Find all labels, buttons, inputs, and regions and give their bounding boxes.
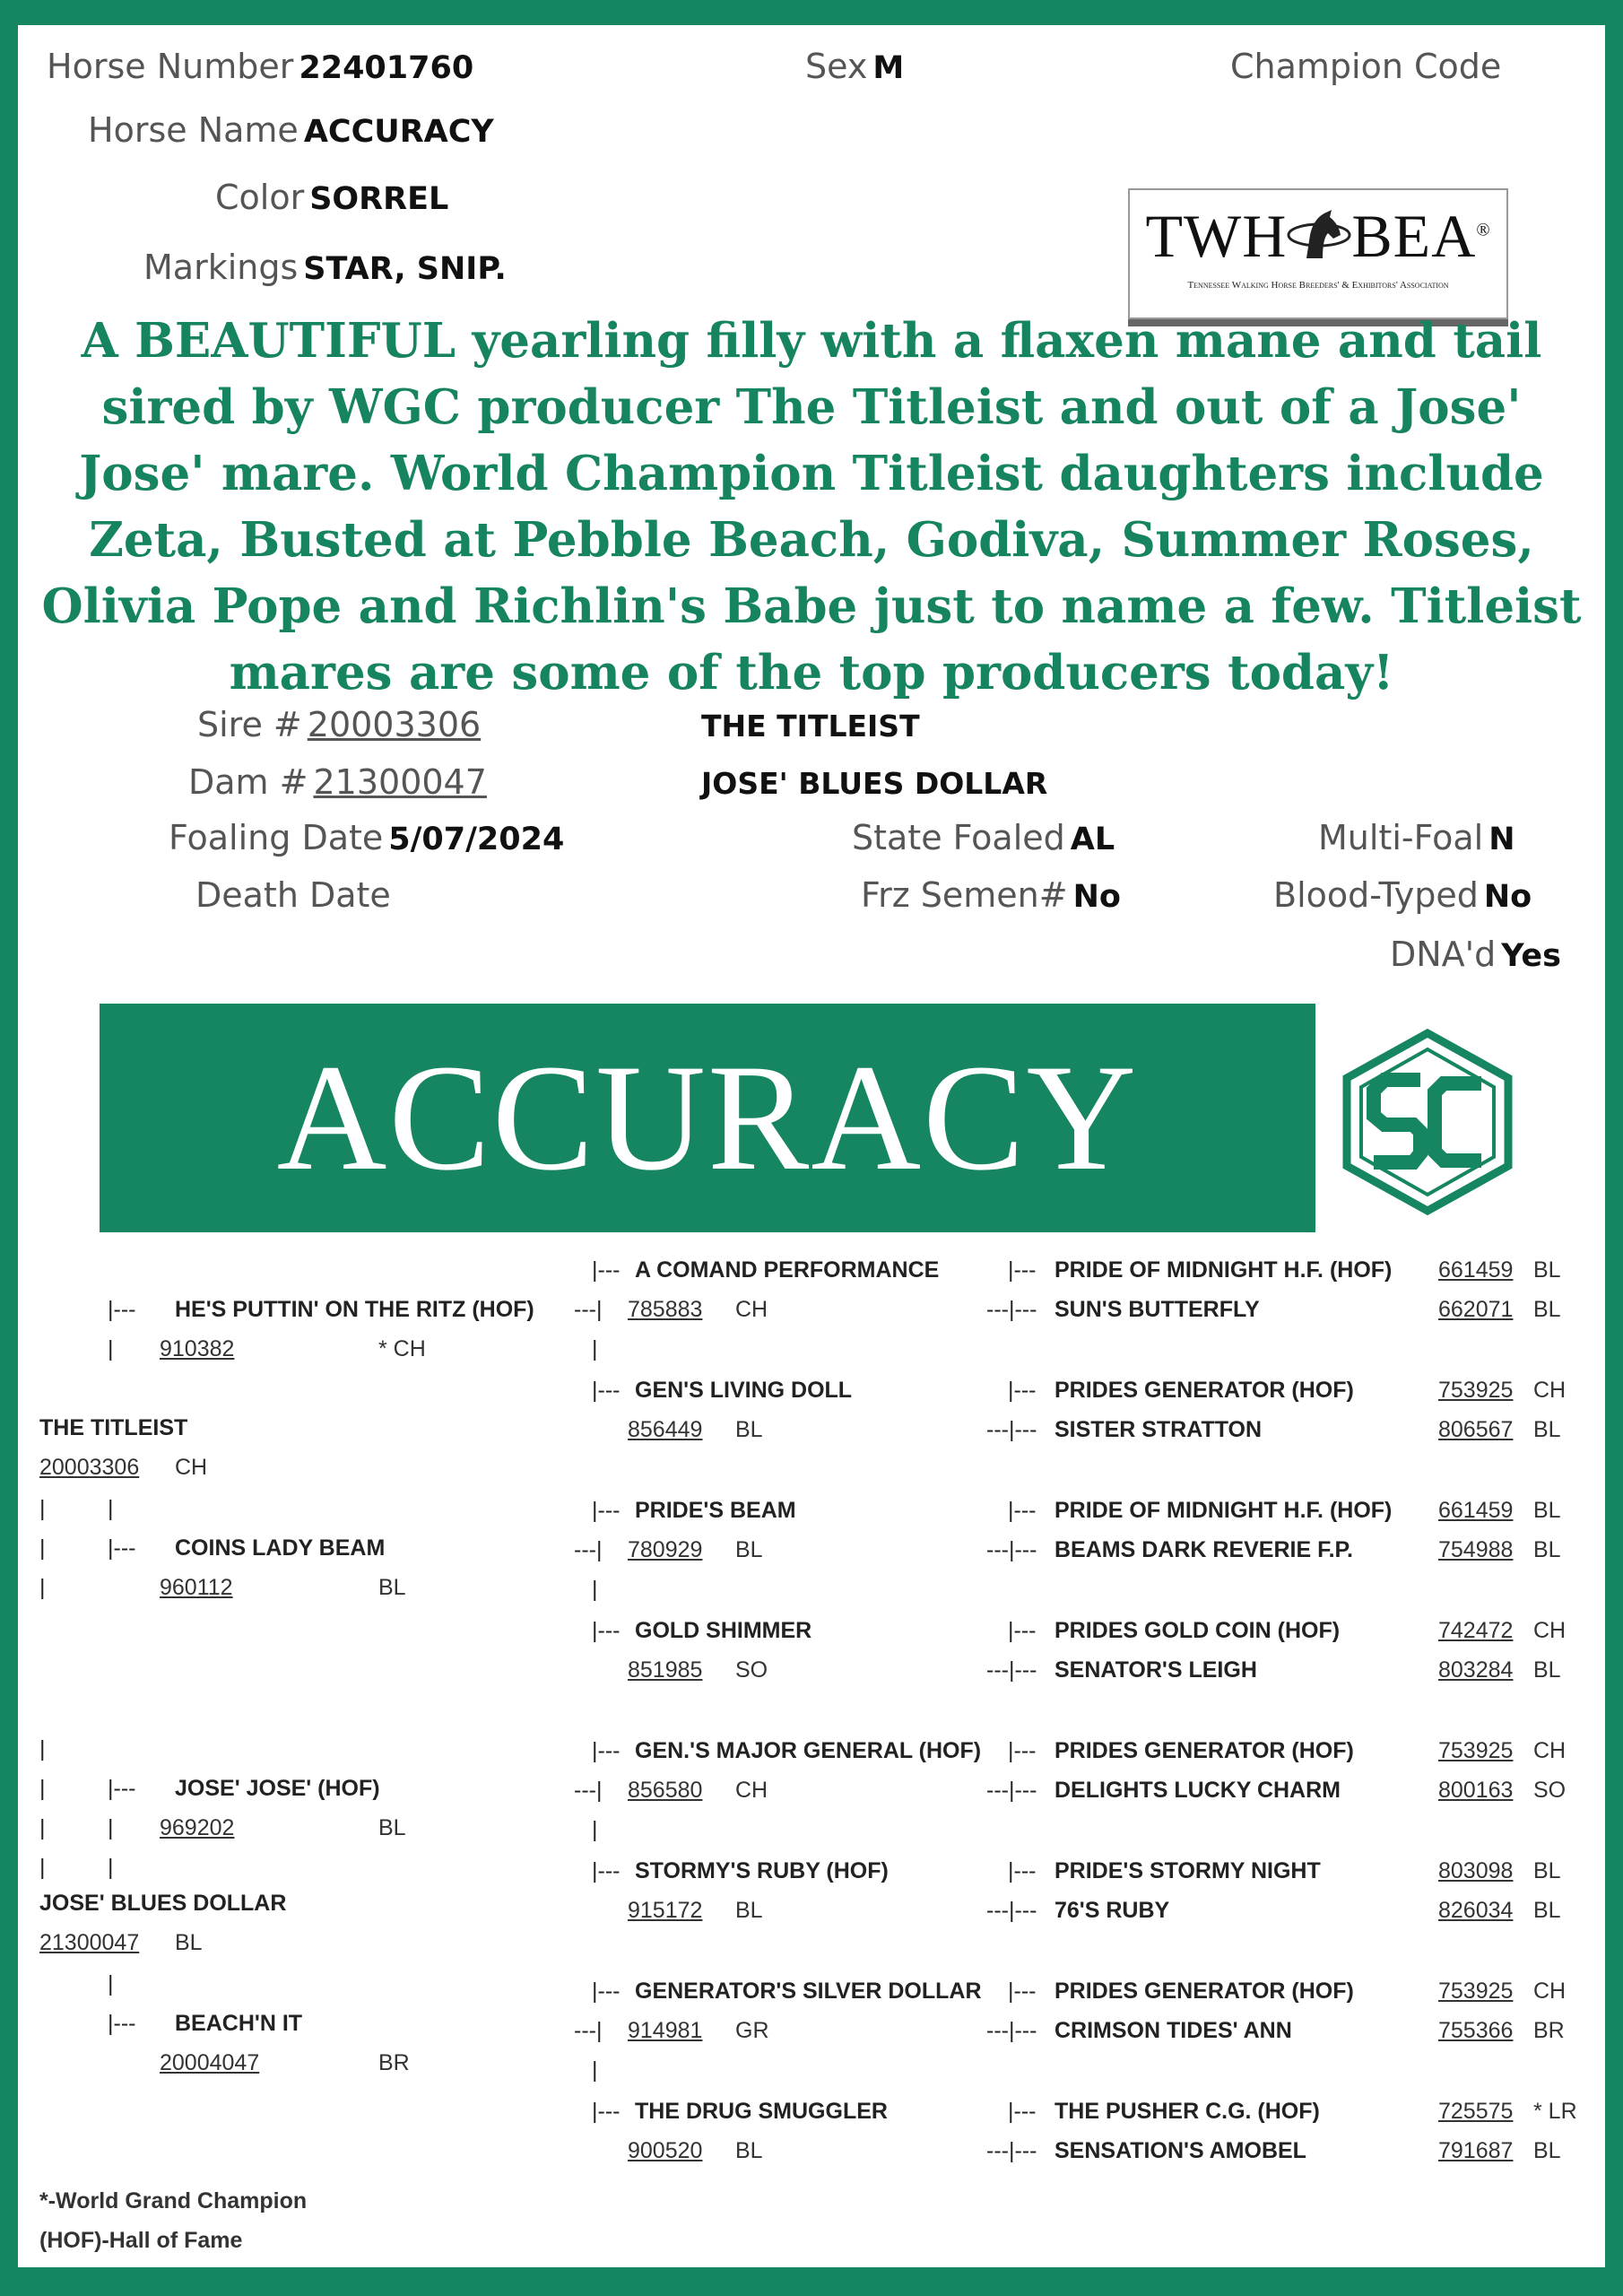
state-foaled: State Foaled AL [852, 818, 1115, 857]
dam-name: JOSE' BLUES DOLLAR [701, 766, 1048, 801]
pedigree-g4-number[interactable]: 753925 [1438, 1979, 1514, 2004]
pedigree-g4-color: BL [1533, 1417, 1561, 1442]
pedigree-g3-name: STORMY'S RUBY (HOF) [635, 1858, 889, 1883]
pedigree-g3-name: GEN.'S MAJOR GENERAL (HOF) [635, 1738, 982, 1763]
connector: | [39, 1575, 46, 1600]
connector: |--- [1008, 1979, 1037, 2004]
pedigree-sire-color: CH [175, 1455, 208, 1480]
connector: |--- [1008, 1257, 1037, 1283]
pedigree-g4-number[interactable]: 662071 [1438, 1297, 1514, 1322]
blood-typed: Blood-Typed No [1273, 875, 1532, 915]
pedigree-g4-name: PRIDES GENERATOR (HOF) [1055, 1738, 1354, 1763]
connector: ---|--- [986, 1417, 1037, 1442]
pedigree-g3-number[interactable]: 856580 [628, 1778, 703, 1803]
pedigree-g4-name: PRIDES GENERATOR (HOF) [1055, 1979, 1354, 2004]
pedigree-g4-color: BL [1533, 1657, 1561, 1683]
pedigree-g4-name: SUN'S BUTTERFLY [1055, 1297, 1260, 1322]
connector: | [592, 1817, 598, 1842]
pedigree-g3-name: GOLD SHIMMER [635, 1618, 812, 1643]
horse-name-banner: ACCURACY [100, 1004, 1315, 1232]
connector: | [39, 1855, 46, 1880]
pedigree-g3-number[interactable]: 785883 [628, 1297, 703, 1322]
sc-emblem-icon [1338, 1028, 1517, 1216]
connector: ---| [574, 2018, 603, 2043]
pedigree-g2-color: BL [378, 1575, 406, 1600]
champion-code: Champion Code [1230, 47, 1502, 86]
pedigree-g3-number[interactable]: 856449 [628, 1417, 703, 1442]
pedigree-g3-number[interactable]: 780929 [628, 1537, 703, 1562]
pedigree-g4-number[interactable]: 803098 [1438, 1858, 1514, 1883]
pedigree-g4-number[interactable]: 826034 [1438, 1898, 1514, 1923]
pedigree-g2-color: * CH [378, 1336, 426, 1361]
pedigree-g3-number[interactable]: 851985 [628, 1657, 703, 1683]
pedigree-g4-number[interactable]: 806567 [1438, 1417, 1514, 1442]
pedigree-g4-number[interactable]: 725575 [1438, 2099, 1514, 2124]
connector: ---| [574, 1297, 603, 1322]
pedigree-g4-color: BL [1533, 1498, 1561, 1523]
connector: |--- [1008, 1858, 1037, 1883]
sex: Sex M [805, 47, 905, 86]
connector: ---|--- [986, 2138, 1037, 2163]
connector: |--- [1008, 1618, 1037, 1643]
sire-number: Sire # 20003306 [197, 705, 482, 744]
markings: Markings STAR, SNIP. [143, 248, 507, 287]
connector: ---|--- [986, 1297, 1037, 1322]
pedigree-g4-number[interactable]: 661459 [1438, 1257, 1514, 1283]
pedigree-g4-number[interactable]: 791687 [1438, 2138, 1514, 2163]
connector: | [108, 1336, 114, 1361]
pedigree-g2-name: BEACH'N IT [175, 2011, 303, 2036]
connector: |--- [592, 1378, 621, 1403]
pedigree-g3-name: GENERATOR'S SILVER DOLLAR [635, 1979, 982, 2004]
pedigree-g3-name: A COMAND PERFORMANCE [635, 1257, 940, 1283]
pedigree-sire-number[interactable]: 20003306 [39, 1455, 140, 1480]
pedigree-g3-color: CH [735, 1778, 768, 1803]
connector: ---|--- [986, 1898, 1037, 1923]
pedigree-g4-name: SENSATION'S AMOBEL [1055, 2138, 1306, 2163]
pedigree-g4-name: 76'S RUBY [1055, 1898, 1170, 1923]
pedigree-g4-color: BL [1533, 1257, 1561, 1283]
color: Color SORREL [215, 178, 449, 217]
pedigree-g3-color: BL [735, 1537, 763, 1562]
connector: |--- [108, 2011, 136, 2036]
pedigree-g4-name: DELIGHTS LUCKY CHARM [1055, 1778, 1341, 1803]
pedigree-g4-number[interactable]: 754988 [1438, 1537, 1514, 1562]
pedigree-g3-color: BL [735, 2138, 763, 2163]
pedigree-g2-number[interactable]: 910382 [160, 1336, 235, 1361]
connector: ---|--- [986, 1537, 1037, 1562]
connector: |--- [592, 1257, 621, 1283]
pedigree-g2-name: COINS LADY BEAM [175, 1535, 386, 1561]
pedigree-g4-color: * LR [1533, 2099, 1577, 2124]
pedigree-g4-number[interactable]: 753925 [1438, 1738, 1514, 1763]
connector: |--- [1008, 2099, 1037, 2124]
pedigree-g2-name: JOSE' JOSE' (HOF) [175, 1776, 380, 1801]
pedigree-g4-name: PRIDE OF MIDNIGHT H.F. (HOF) [1055, 1498, 1393, 1523]
dam-number: Dam # 21300047 [188, 762, 487, 802]
connector: |--- [1008, 1738, 1037, 1763]
connector: | [39, 1535, 46, 1561]
connector: ---|--- [986, 1778, 1037, 1803]
pedigree-g4-name: PRIDE'S STORMY NIGHT [1055, 1858, 1321, 1883]
pedigree-g2-color: BR [378, 2050, 410, 2075]
foaling-date: Foaling Date 5/07/2024 [169, 818, 565, 857]
connector: |--- [108, 1535, 136, 1561]
sire-name: THE TITLEIST [701, 709, 920, 744]
pedigree-g2-number[interactable]: 969202 [160, 1815, 235, 1840]
connector: |--- [592, 2099, 621, 2124]
pedigree-g4-color: CH [1533, 1738, 1567, 1763]
connector: |--- [592, 1618, 621, 1643]
connector: ---| [574, 1778, 603, 1803]
pedigree-g3-color: SO [735, 1657, 768, 1683]
pedigree-g4-number[interactable]: 661459 [1438, 1498, 1514, 1523]
connector: | [108, 1855, 114, 1880]
pedigree-g3-name: PRIDE'S BEAM [635, 1498, 796, 1523]
pedigree-g4-color: SO [1533, 1778, 1567, 1803]
sire-number-link[interactable]: 20003306 [307, 705, 482, 744]
pedigree-dam-name: JOSE' BLUES DOLLAR [39, 1891, 287, 1916]
death-date: Death Date [195, 875, 391, 915]
connector: | [592, 1577, 598, 1602]
pedigree-g4-name: BEAMS DARK REVERIE F.P. [1055, 1537, 1353, 1562]
pedigree-g3-number[interactable]: 915172 [628, 1898, 703, 1923]
connector: |--- [108, 1297, 136, 1322]
frz-semen: Frz Semen# No [861, 875, 1121, 915]
horse-name: Horse Name ACCURACY [88, 110, 494, 150]
pedigree-g4-name: PRIDES GOLD COIN (HOF) [1055, 1618, 1341, 1643]
pedigree-dam-number[interactable]: 21300047 [39, 1930, 140, 1955]
twhbea-logo: TWH BEA® Tennessee Walking Horse Breeders' & Exhibitors' Association [1128, 188, 1508, 319]
connector: | [39, 1815, 46, 1840]
connector: |--- [592, 1979, 621, 2004]
pedigree-g2-name: HE'S PUTTIN' ON THE RITZ (HOF) [175, 1297, 534, 1322]
connector: | [39, 1736, 46, 1761]
pedigree-g4-color: CH [1533, 1979, 1567, 2004]
pedigree-g4-color: BL [1533, 1537, 1561, 1562]
pedigree-g4-name: PRIDES GENERATOR (HOF) [1055, 1378, 1354, 1403]
pedigree-g3-number[interactable]: 914981 [628, 2018, 703, 2043]
pedigree-g3-name: GEN'S LIVING DOLL [635, 1378, 853, 1403]
pedigree-g4-color: CH [1533, 1378, 1567, 1403]
connector: |--- [1008, 1378, 1037, 1403]
pedigree-g4-color: BL [1533, 1297, 1561, 1322]
connector: | [39, 1776, 46, 1801]
connector: | [108, 1815, 114, 1840]
connector: |--- [592, 1738, 621, 1763]
pedigree-g4-number[interactable]: 742472 [1438, 1618, 1514, 1643]
pedigree-g4-number[interactable]: 803284 [1438, 1657, 1514, 1683]
pedigree-g4-number[interactable]: 755366 [1438, 2018, 1514, 2043]
pedigree-g4-name: SISTER STRATTON [1055, 1417, 1263, 1442]
connector: |--- [592, 1858, 621, 1883]
pedigree-g4-number[interactable]: 753925 [1438, 1378, 1514, 1403]
pedigree-g4-color: BL [1533, 2138, 1561, 2163]
pedigree-dam-color: BL [175, 1930, 203, 1955]
pedigree-g4-name: CRIMSON TIDES' ANN [1055, 2018, 1292, 2043]
pedigree-g4-name: THE PUSHER C.G. (HOF) [1055, 2099, 1320, 2124]
connector: ---|--- [986, 1657, 1037, 1683]
pedigree-sheet [18, 25, 1605, 2267]
pedigree-g4-name: PRIDE OF MIDNIGHT H.F. (HOF) [1055, 1257, 1393, 1283]
pedigree-g4-color: BR [1533, 2018, 1565, 2043]
connector: ---|--- [986, 2018, 1037, 2043]
pedigree-g2-color: BL [378, 1815, 406, 1840]
pedigree-g2-number[interactable]: 20004047 [160, 2050, 260, 2075]
connector: |--- [1008, 1498, 1037, 1523]
horse-number: Horse Number 22401760 [47, 47, 474, 86]
pedigree-g4-color: BL [1533, 1858, 1561, 1883]
horse-head-icon [1287, 204, 1351, 257]
pedigree-g2-number[interactable]: 960112 [160, 1575, 233, 1600]
pedigree-g3-name: THE DRUG SMUGGLER [635, 2099, 888, 2124]
legend-hof: (HOF)-Hall of Fame [39, 2228, 243, 2253]
pedigree-g3-color: BL [735, 1417, 763, 1442]
legend-wgc: *-World Grand Champion [39, 2188, 308, 2213]
connector: | [108, 1971, 114, 1996]
pedigree-g3-color: GR [735, 2018, 769, 2043]
pedigree-g4-number[interactable]: 800163 [1438, 1778, 1514, 1803]
connector: ---| [574, 1537, 603, 1562]
pedigree-g4-name: SENATOR'S LEIGH [1055, 1657, 1257, 1683]
pedigree-g4-color: BL [1533, 1898, 1561, 1923]
pedigree-g4-color: CH [1533, 1618, 1567, 1643]
connector: |--- [592, 1498, 621, 1523]
connector: |--- [108, 1776, 136, 1801]
pedigree-sire-name: THE TITLEIST [39, 1415, 188, 1440]
pedigree-g3-color: CH [735, 1297, 768, 1322]
pedigree-g3-color: BL [735, 1898, 763, 1923]
connector: | [592, 1336, 598, 1361]
connector: | [39, 1496, 46, 1521]
multi-foal: Multi-Foal N [1318, 818, 1515, 857]
dnad: DNA'd Yes [1390, 935, 1561, 974]
description: A BEAUTIFUL yearling filly with a flaxen mane and tail sired by WGC producer The Titleist and out of a Jose' Jose' mare. World Champion Titleist daughters include Zeta, Busted at Pebble Beach, Godiva, Summer Roses, Olivia Pope and Richlin's Babe just to name a few. Titleist mares are some of the top producers today! [41, 313, 1582, 700]
pedigree-g3-number[interactable]: 900520 [628, 2138, 703, 2163]
connector: | [592, 2057, 598, 2083]
dam-number-link[interactable]: 21300047 [313, 762, 487, 802]
connector: | [108, 1496, 114, 1521]
